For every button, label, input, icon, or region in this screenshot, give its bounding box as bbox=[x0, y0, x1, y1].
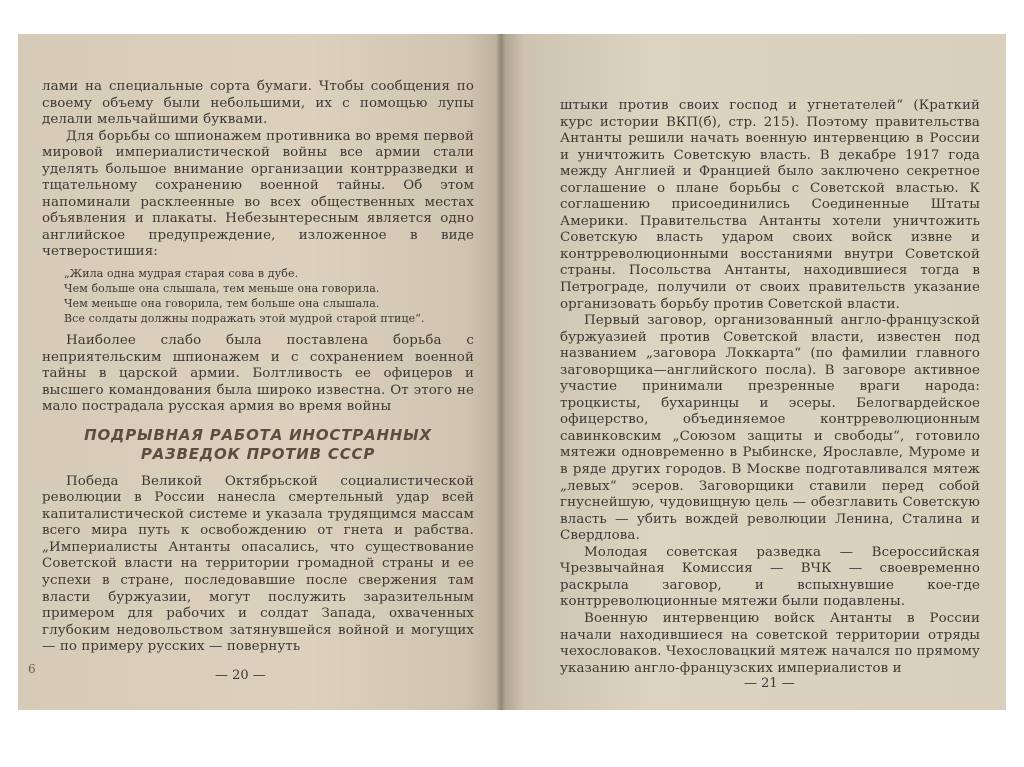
edge-mark: 6 bbox=[28, 662, 36, 676]
left-paragraph-1: лами на специальные сорта бумаги. Чтобы сообщения по своему объему были небольшими, их с помощью лупы делали мельчайшими буквами. bbox=[42, 79, 474, 128]
left-paragraph-4: Победа Великой Октябрьской социалистической революции в России нанесла смертельный удар всей капиталистической системе и указала трудящимся массам всего мира путь к освобождению от гнета и рабства. „Империалисты Антанты опасались, что существование Советской власти на территории громадной страны и ее успехи в стране, последовавшие после свержения там власти буржуазии, могут послужить заразительным примером для рабочих и солдат Запада, охваченных глубоким недовольством затянувшейся войной и могущих — по примеру русских — повернуть bbox=[42, 473, 474, 655]
quatrain-line-3: Чем меньше она говорила, тем больше она слышала. bbox=[64, 297, 380, 311]
section-heading: ПОДРЫВНАЯ РАБОТА ИНОСТРАННЫХ РАЗВЕДОК ПРОТИВ СССР bbox=[84, 425, 432, 463]
right-paragraph-3: Молодая советская разведка — Всероссийская Чрезвычайная Комиссия — ВЧК — своевременно раскрыла заговор, и вспыхнувшие кое-где контрреволюционные мятежи были подавлены. bbox=[560, 544, 980, 610]
page-number-right: — 21 — bbox=[744, 676, 795, 691]
book-photo bbox=[18, 34, 1006, 710]
right-paragraph-2: Первый заговор, организованный англо-французской буржуазией против Советской власти, известен под названием „заговора Локкарта“ (по фамилии главного заговорщика—английского посла). В заговоре активное участие принимали презренные враги народа: троцкисты, бухаринцы и эсеры. Белогвардейское офицерство, объединяемое контрреволюционным савинковским „Союзом защиты и свободы“, готовило мятежи одновременно в Рыбинске, Ярославле, Муроме и в ряде других городов. В Москве подготавливался мятеж „левых“ эсеров. Заговорщики ставили перед собой гнуснейшую, чудовищную цель — обезглавить Советскую власть — убить вождей революции Ленина, Сталина и Свердлова. bbox=[560, 313, 980, 544]
right-page-text bbox=[560, 98, 980, 677]
left-page-text bbox=[42, 79, 474, 656]
quatrain-line-2: Чем больше она слышала, тем меньше она говорила. bbox=[64, 282, 380, 296]
quatrain bbox=[64, 266, 474, 326]
right-paragraph-1: штыки против своих господ и угнетателей“ (Краткий курс истории ВКП(б), стр. 215). Поэтому правительства Антанты решили начать военную интервенцию в России и уничтожить Советскую власть. В декабре 1917 года между Англией и Францией было заключено секретное соглашение о плане борьбы с Советской властью. К соглашению присоединились Соединенные Штаты Америки. Правительства Антанты хотели уничтожить Советскую власть ударом своих войск извне и контрреволюционными восстаниями внутри Советской страны. Посольства Антанты, находившиеся тогда в Петрограде, получили от своих правительств указание организовать борьбу против Советской власти. bbox=[560, 98, 980, 312]
left-paragraph-2: Для борьбы со шпионажем противника во время первой мировой империалистической войны все армии стали уделять большое внимание организации контрразведки и тщательному сохранению военной тайны. Об этом напоминали расклеенные во всех общественных местах объявления и плакаты. Небезынтересным является одно английское предупреждение, изложенное в виде четверостишия: bbox=[42, 128, 474, 260]
quatrain-line-4: Все солдаты должны подражать этой мудрой старой птице“. bbox=[64, 312, 425, 326]
right-page bbox=[499, 34, 1006, 710]
quatrain-line-1: „Жила одна мудрая старая сова в дубе. bbox=[64, 267, 299, 281]
page-number-left: — 20 — bbox=[215, 668, 266, 683]
book-gutter bbox=[496, 34, 506, 710]
right-paragraph-4: Военную интервенцию войск Антанты в России начали находившиеся на советской территории отряды чехословаков. Чехословацкий мятеж начался по прямому указанию англо-французских империалистов и bbox=[560, 610, 980, 676]
left-paragraph-3: Наиболее слабо была поставлена борьба с неприятельским шпионажем и с сохранением военной тайны в царской армии. Болтливость ее офицеров и высшего командования была широко известна. От этого не мало пострадала русская армия во время войны bbox=[42, 333, 474, 415]
left-page bbox=[18, 34, 505, 710]
